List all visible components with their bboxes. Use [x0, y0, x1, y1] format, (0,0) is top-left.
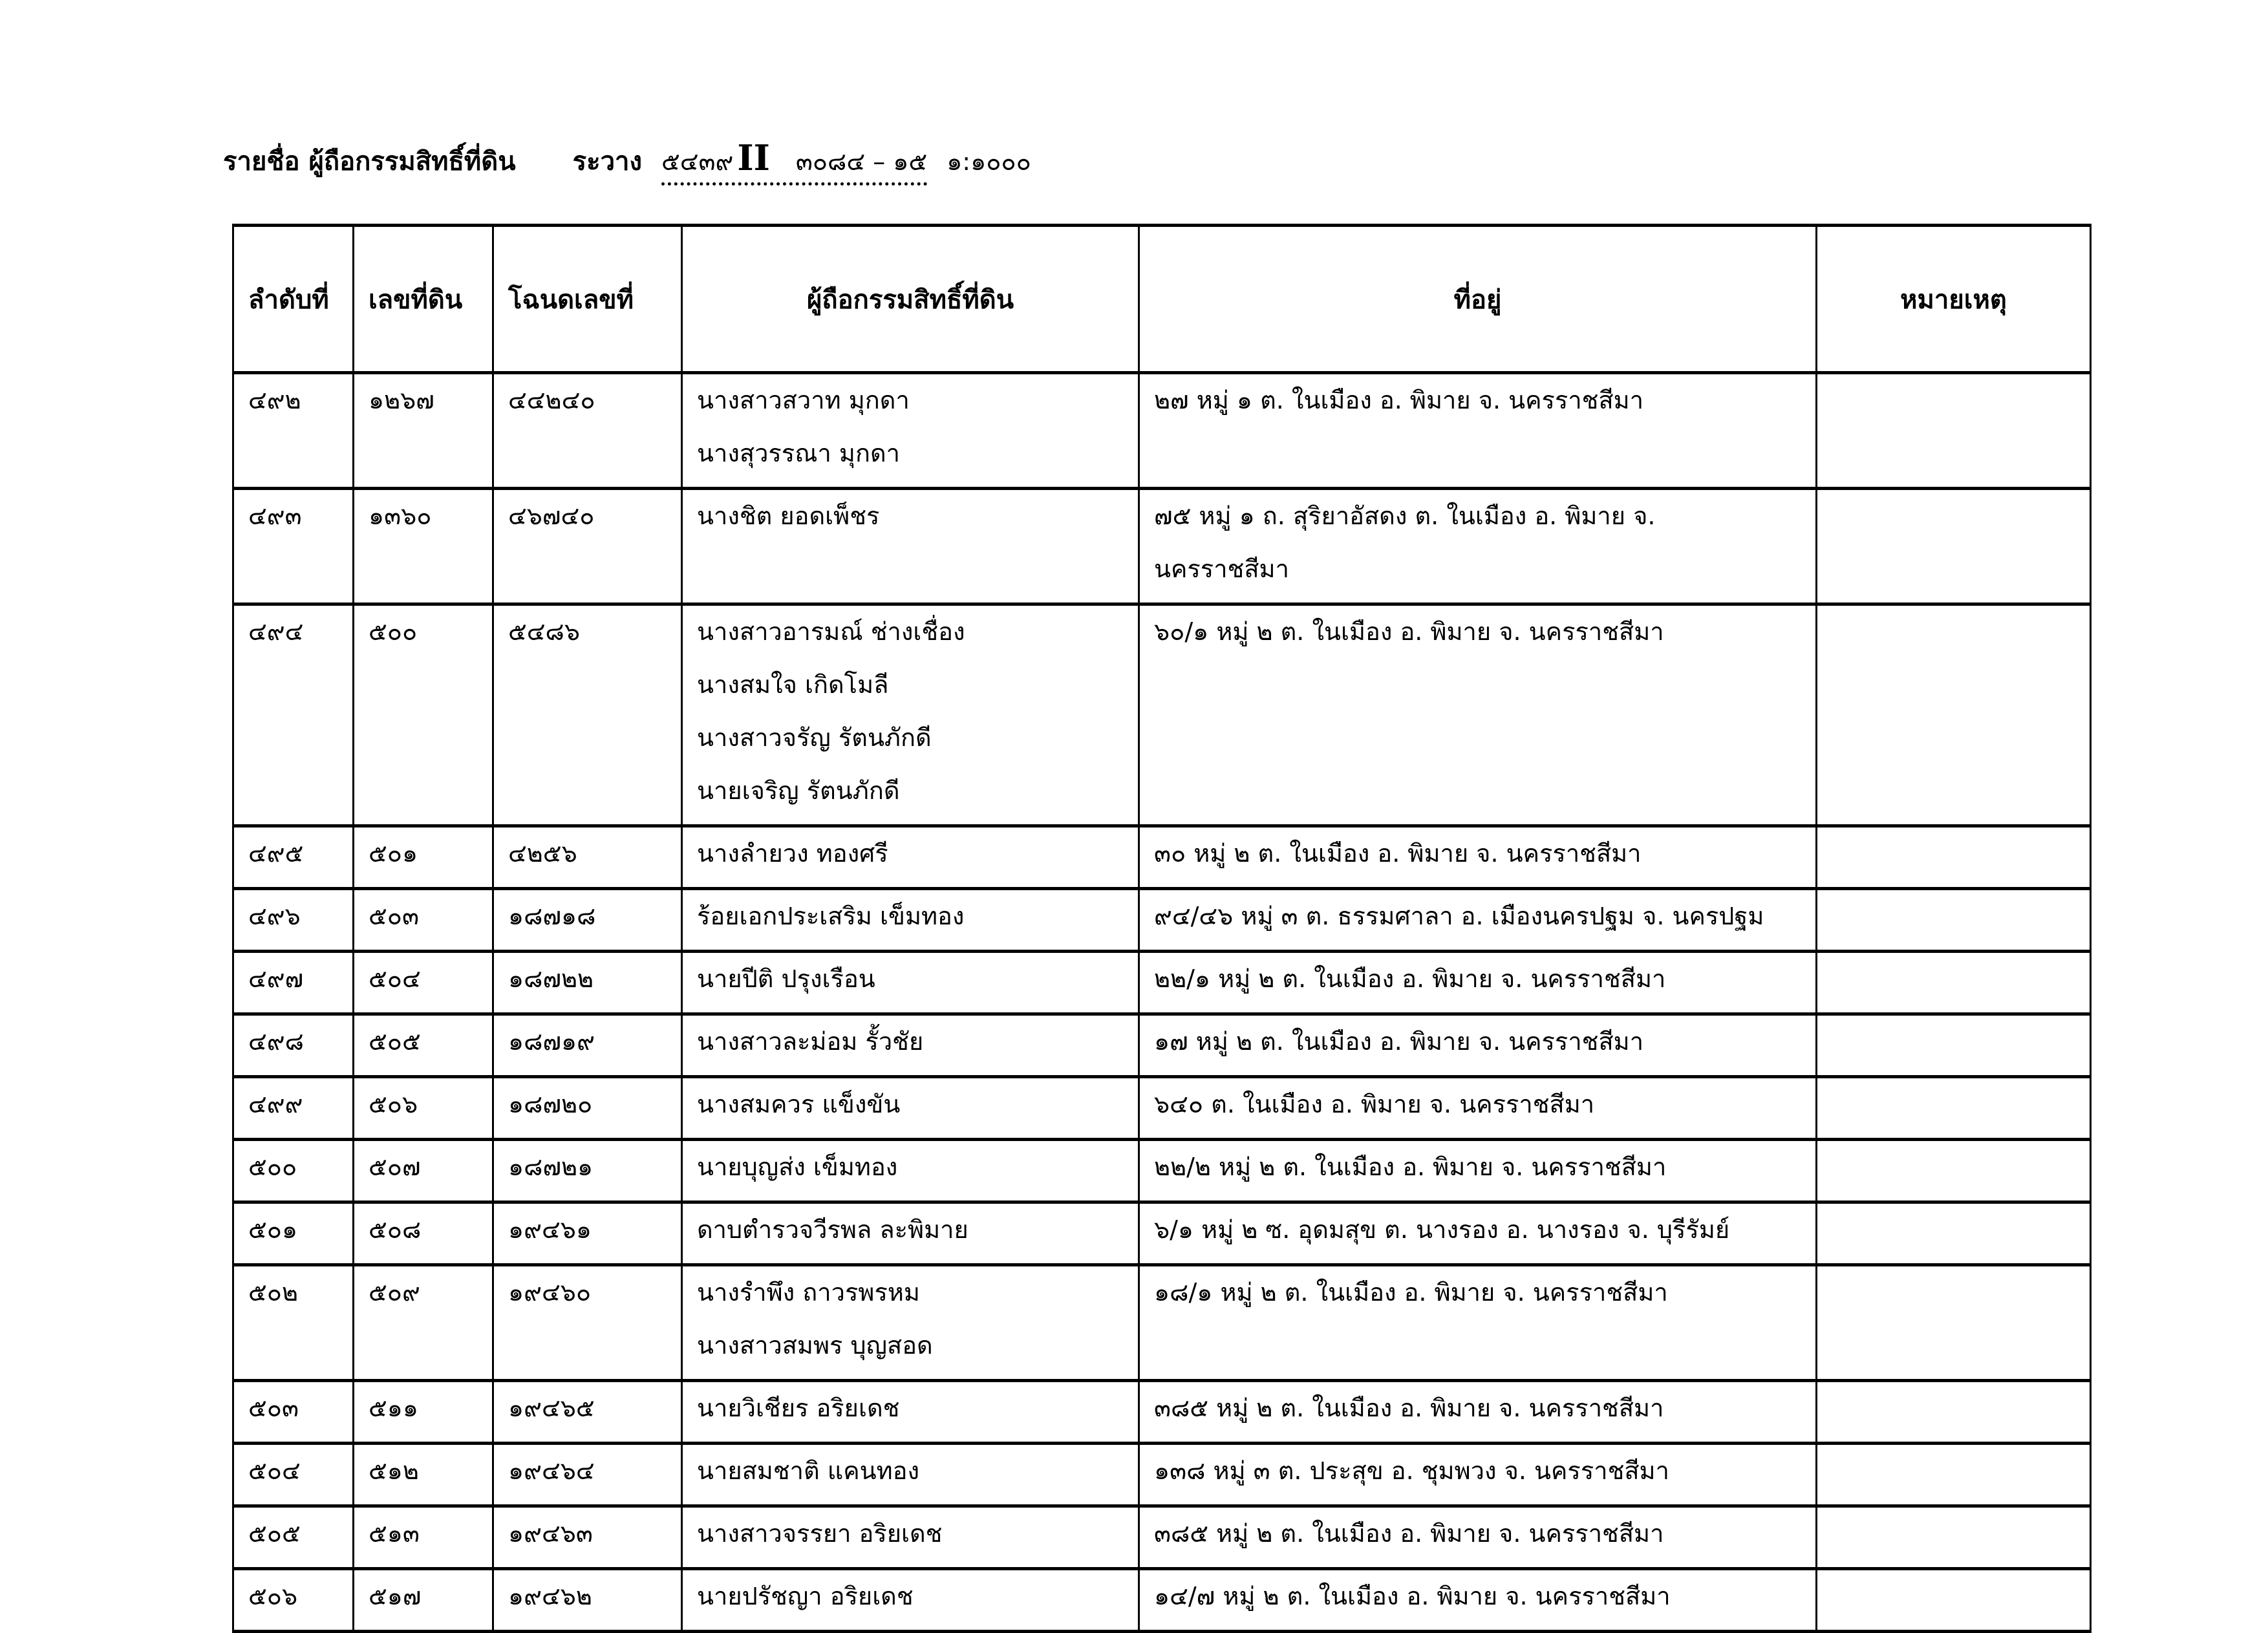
cell-deed-value: ๔๖๗๔๐ — [508, 502, 595, 530]
cell-parcel-value: ๕๐๓ — [369, 902, 419, 930]
cell-remark-value — [1832, 897, 2090, 950]
cell-owners — [682, 952, 1139, 1014]
cell-seq — [233, 889, 354, 952]
header-owner: ผู้ถือกรรมสิทธิ์ที่ดิน — [682, 226, 1139, 373]
cell-owners — [682, 1265, 1139, 1381]
cell-owners-line: นายสมชาติ แคนทอง — [697, 1457, 920, 1485]
cell-remark-value — [1832, 1514, 2090, 1567]
cell-parcel-value: ๕๑๒ — [369, 1457, 419, 1485]
cell-owners-line: นางสาวสวาท มุกดา — [697, 386, 910, 414]
cell-parcel — [354, 1444, 493, 1506]
cell-parcel — [354, 826, 493, 889]
cell-remark-value — [1832, 496, 2090, 550]
cell-remark — [1817, 373, 2091, 489]
cell-seq-value: ๕๐๒ — [248, 1278, 299, 1307]
map-scale: ๑:๑๐๐๐ — [947, 147, 1031, 176]
cell-parcel — [354, 1506, 493, 1569]
cell-deed — [493, 1506, 682, 1569]
landowner-table — [232, 224, 2091, 1633]
cell-parcel-value: ๑๒๖๗ — [369, 386, 434, 414]
cell-address-line: ๑๘/๑ หมู่ ๒ ต. ในเมือง อ. พิมาย จ. นครราชสีมา — [1154, 1278, 1668, 1307]
cell-owners — [682, 1506, 1139, 1569]
cell-remark-value — [1832, 1147, 2090, 1201]
cell-owners — [682, 1569, 1139, 1632]
cell-address-line: ๖๐/๑ หมู่ ๒ ต. ในเมือง อ. พิมาย จ. นครราชสีมา — [1154, 617, 1664, 646]
cell-owners-line: นายปรัชญา อริยเดช — [697, 1582, 914, 1610]
cell-parcel-value: ๕๐๐ — [369, 617, 418, 646]
cell-seq — [233, 1202, 354, 1265]
cell-remark — [1817, 1506, 2091, 1569]
cell-address — [1139, 889, 1817, 952]
cell-address — [1139, 1381, 1817, 1444]
cell-owners-line: นางสาวละม่อม รั้วชัย — [697, 1027, 924, 1056]
cell-owners-line: นายวิเชียร อริยเดช — [697, 1394, 900, 1422]
title-label: รายชื่อ ผู้ถือกรรมสิทธิ์ที่ดิน — [223, 147, 516, 176]
table-row — [233, 1265, 2091, 1381]
cell-parcel-value: ๕๑๑ — [369, 1394, 419, 1422]
cell-parcel-value: ๕๐๑ — [369, 839, 418, 868]
cell-seq — [233, 1381, 354, 1444]
cell-owners-line: นางสุวรรณา มุกดา — [697, 439, 900, 467]
cell-parcel — [354, 1569, 493, 1632]
cell-owners — [682, 826, 1139, 889]
cell-deed-value: ๑๙๔๖๑ — [508, 1215, 592, 1244]
table-row — [233, 1202, 2091, 1265]
cell-address — [1139, 952, 1817, 1014]
cell-seq — [233, 489, 354, 604]
cell-remark — [1817, 1381, 2091, 1444]
cell-seq — [233, 826, 354, 889]
cell-owners-line: นางลำยวง ทองศรี — [697, 839, 888, 868]
cell-deed-value: ๑๘๗๑๘ — [508, 902, 596, 930]
cell-seq — [233, 373, 354, 489]
cell-address — [1139, 826, 1817, 889]
cell-seq — [233, 952, 354, 1014]
cell-deed-value: ๑๙๔๖๐ — [508, 1278, 592, 1307]
cell-address — [1139, 1265, 1817, 1381]
cell-address — [1139, 373, 1817, 489]
cell-owners — [682, 489, 1139, 604]
cell-owners — [682, 1202, 1139, 1265]
cell-address — [1139, 1506, 1817, 1569]
table-row — [233, 604, 2091, 826]
header-row — [233, 226, 2091, 373]
cell-owners-line: นายบุญส่ง เข็มทอง — [697, 1153, 898, 1181]
cell-address-line: นครราชสีมา — [1154, 555, 1289, 583]
cell-address-line: ๑๓๘ หมู่ ๓ ต. ประสุข อ. ชุมพวง จ. นครราชสีมา — [1154, 1457, 1669, 1485]
cell-owners — [682, 889, 1139, 952]
table-row — [233, 1506, 2091, 1569]
table-row — [233, 1077, 2091, 1140]
cell-owners-line: นางสมควร แข็งขัน — [697, 1090, 901, 1118]
table-row — [233, 889, 2091, 952]
cell-address-line: ๑๔/๗ หมู่ ๒ ต. ในเมือง อ. พิมาย จ. นครราชสีมา — [1154, 1582, 1671, 1610]
document-title — [223, 137, 1031, 176]
table-row — [233, 1014, 2091, 1077]
cell-seq-value: ๔๙๘ — [248, 1027, 304, 1056]
cell-remark — [1817, 489, 2091, 604]
cell-remark — [1817, 1265, 2091, 1381]
cell-remark-value — [1832, 1451, 2090, 1504]
cell-parcel-value: ๕๐๔ — [369, 965, 421, 993]
cell-parcel — [354, 373, 493, 489]
cell-seq-value: ๔๙๙ — [248, 1090, 303, 1118]
table-row — [233, 1569, 2091, 1632]
cell-address-line: ๑๗ หมู่ ๒ ต. ในเมือง อ. พิมาย จ. นครราชสีมา — [1154, 1027, 1644, 1056]
cell-owners — [682, 373, 1139, 489]
cell-seq-value: ๔๙๒ — [248, 386, 301, 414]
cell-parcel-value: ๕๑๓ — [369, 1519, 420, 1548]
cell-deed — [493, 826, 682, 889]
cell-seq-value: ๕๐๕ — [248, 1519, 301, 1548]
cell-seq — [233, 1506, 354, 1569]
cell-owners-line: ร้อยเอกประเสริม เข็มทอง — [697, 902, 965, 930]
cell-owners-line: นางสาวอารมณ์ ช่างเชื่อง — [697, 617, 965, 646]
header-seq: ลำดับที่ — [233, 226, 354, 373]
cell-address — [1139, 1077, 1817, 1140]
cell-parcel-value: ๕๐๘ — [369, 1215, 422, 1244]
cell-deed — [493, 489, 682, 604]
cell-owners — [682, 1077, 1139, 1140]
cell-remark — [1817, 889, 2091, 952]
cell-owners — [682, 1381, 1139, 1444]
table-row — [233, 489, 2091, 604]
table-body — [233, 373, 2091, 1632]
cell-parcel — [354, 489, 493, 604]
cell-seq — [233, 1077, 354, 1140]
sheet-number-b: ๓๐๘๔ – ๑๕ — [795, 147, 928, 176]
cell-parcel — [354, 1265, 493, 1381]
header-parcel: เลขที่ดิน — [354, 226, 493, 373]
cell-seq-value: ๔๙๗ — [248, 965, 304, 993]
cell-owners-line: ดาบตำรวจวีรพล ละพิมาย — [697, 1215, 968, 1244]
cell-deed — [493, 1077, 682, 1140]
cell-deed-value: ๕๔๘๖ — [508, 617, 580, 646]
cell-seq-value: ๔๙๕ — [248, 839, 304, 868]
table-row — [233, 373, 2091, 489]
cell-remark — [1817, 952, 2091, 1014]
cell-address-line: ๖/๑ หมู่ ๒ ซ. อุดมสุข ต. นางรอง อ. นางรอง จ. บุรีรัมย์ — [1154, 1215, 1730, 1244]
sheet-roman: II — [737, 137, 770, 178]
sheet-number — [661, 137, 927, 186]
cell-address-line: ๗๕ หมู่ ๑ ถ. สุริยาอัสดง ต. ในเมือง อ. พิมาย จ. — [1154, 502, 1656, 530]
cell-seq-value: ๔๙๓ — [248, 502, 302, 530]
cell-seq — [233, 1140, 354, 1202]
cell-address-line: ๒๒/๑ หมู่ ๒ ต. ในเมือง อ. พิมาย จ. นครราชสีมา — [1154, 965, 1666, 993]
cell-remark-value — [1832, 1210, 2090, 1263]
cell-parcel — [354, 1202, 493, 1265]
cell-deed — [493, 1140, 682, 1202]
cell-deed-value: ๑๘๗๒๒ — [508, 965, 594, 993]
cell-address-line: ๒๗ หมู่ ๑ ต. ในเมือง อ. พิมาย จ. นครราชสีมา — [1154, 386, 1644, 414]
cell-parcel-value: ๕๑๗ — [369, 1582, 422, 1610]
cell-address-line: ๖๔๐ ต. ในเมือง อ. พิมาย จ. นครราชสีมา — [1154, 1090, 1595, 1118]
cell-remark-value — [1832, 612, 2090, 665]
cell-remark — [1817, 1202, 2091, 1265]
cell-deed-value: ๑๘๗๑๙ — [508, 1027, 595, 1056]
cell-remark-value — [1832, 1577, 2090, 1630]
cell-owners-line: นางสาวสมพร บุญสอด — [697, 1331, 933, 1360]
cell-remark — [1817, 1140, 2091, 1202]
cell-remark-value — [1832, 834, 2090, 887]
cell-parcel — [354, 952, 493, 1014]
cell-deed — [493, 1014, 682, 1077]
cell-seq-value: ๕๐๔ — [248, 1457, 301, 1485]
cell-address — [1139, 604, 1817, 826]
table-row — [233, 952, 2091, 1014]
cell-deed — [493, 373, 682, 489]
cell-deed — [493, 1569, 682, 1632]
cell-remark — [1817, 1014, 2091, 1077]
cell-seq-value: ๔๙๔ — [248, 617, 304, 646]
cell-seq-value: ๕๐๖ — [248, 1582, 298, 1610]
header-remark: หมายเหตุ — [1817, 226, 2091, 373]
cell-owners-line: นายเจริญ รัตนภักดี — [697, 776, 900, 805]
cell-owners — [682, 604, 1139, 826]
table-row — [233, 1381, 2091, 1444]
cell-deed — [493, 604, 682, 826]
cell-remark — [1817, 826, 2091, 889]
cell-deed-value: ๔๔๒๔๐ — [508, 386, 595, 414]
cell-seq — [233, 1265, 354, 1381]
cell-parcel — [354, 1014, 493, 1077]
cell-owners-line: นางชิต ยอดเพ็ชร — [697, 502, 880, 530]
cell-deed — [493, 889, 682, 952]
cell-remark — [1817, 1077, 2091, 1140]
table-row — [233, 1444, 2091, 1506]
cell-owners-line: นางสมใจ เกิดโมลี — [697, 670, 889, 699]
header-deed: โฉนดเลขที่ — [493, 226, 682, 373]
cell-address — [1139, 1444, 1817, 1506]
cell-seq-value: ๕๐๐ — [248, 1153, 297, 1181]
cell-deed — [493, 1265, 682, 1381]
cell-remark — [1817, 1569, 2091, 1632]
cell-address — [1139, 1014, 1817, 1077]
cell-deed — [493, 1444, 682, 1506]
cell-deed-value: ๑๘๗๒๐ — [508, 1090, 593, 1118]
cell-parcel-value: ๕๐๗ — [369, 1153, 421, 1181]
cell-remark-value — [1832, 1085, 2090, 1138]
cell-address — [1139, 1140, 1817, 1202]
cell-remark-value — [1832, 1389, 2090, 1442]
cell-deed — [493, 952, 682, 1014]
sheet-number-a: ๕๔๓๙ — [661, 147, 734, 176]
cell-owners-line: นางสาวจรัญ รัตนภักดี — [697, 723, 932, 752]
cell-deed — [493, 1202, 682, 1265]
cell-seq-value: ๕๐๓ — [248, 1394, 299, 1422]
cell-remark-value — [1832, 959, 2090, 1012]
cell-parcel — [354, 1077, 493, 1140]
cell-parcel-value: ๑๓๖๐ — [369, 502, 432, 530]
cell-parcel — [354, 1140, 493, 1202]
cell-deed-value: ๑๙๔๖๓ — [508, 1519, 593, 1548]
cell-parcel — [354, 1381, 493, 1444]
cell-address-line: ๙๔/๔๖ หมู่ ๓ ต. ธรรมศาลา อ. เมืองนครปฐม จ. นครปฐม — [1154, 902, 1764, 930]
cell-address-line: ๒๒/๒ หมู่ ๒ ต. ในเมือง อ. พิมาย จ. นครราชสีมา — [1154, 1153, 1667, 1181]
table-row — [233, 1140, 2091, 1202]
cell-deed-value: ๑๘๗๒๑ — [508, 1153, 594, 1181]
cell-deed-value: ๑๙๔๖๒ — [508, 1582, 592, 1610]
cell-deed-value: ๑๙๔๖๕ — [508, 1394, 595, 1422]
cell-deed — [493, 1381, 682, 1444]
cell-address-line: ๓๘๕ หมู่ ๒ ต. ในเมือง อ. พิมาย จ. นครราชสีมา — [1154, 1394, 1664, 1422]
cell-address-line: ๓๘๕ หมู่ ๒ ต. ในเมือง อ. พิมาย จ. นครราชสีมา — [1154, 1519, 1664, 1548]
cell-remark — [1817, 1444, 2091, 1506]
cell-address — [1139, 1569, 1817, 1632]
cell-deed-value: ๑๙๔๖๔ — [508, 1457, 595, 1485]
cell-remark-value — [1832, 1273, 2090, 1326]
cell-parcel-value: ๕๐๖ — [369, 1090, 418, 1118]
cell-remark — [1817, 604, 2091, 826]
cell-seq — [233, 1014, 354, 1077]
cell-parcel — [354, 604, 493, 826]
cell-owners-line: นายปีติ ปรุงเรือน — [697, 965, 875, 993]
cell-parcel-value: ๕๐๙ — [369, 1278, 420, 1307]
cell-owners — [682, 1444, 1139, 1506]
cell-seq — [233, 1569, 354, 1632]
table-row — [233, 826, 2091, 889]
cell-owners-line: นางสาวจรรยา อริยเดช — [697, 1519, 943, 1548]
header-address: ที่อยู่ — [1139, 226, 1817, 373]
cell-remark-value — [1832, 1022, 2090, 1075]
cell-address — [1139, 1202, 1817, 1265]
sheet-label: ระวาง — [572, 147, 643, 176]
cell-seq — [233, 1444, 354, 1506]
cell-address-line: ๓๐ หมู่ ๒ ต. ในเมือง อ. พิมาย จ. นครราชสีมา — [1154, 839, 1642, 868]
cell-seq-value: ๕๐๑ — [248, 1215, 298, 1244]
cell-parcel — [354, 889, 493, 952]
cell-parcel-value: ๕๐๕ — [369, 1027, 421, 1056]
cell-deed-value: ๔๒๕๖ — [508, 839, 577, 868]
cell-seq — [233, 604, 354, 826]
cell-owners — [682, 1140, 1139, 1202]
cell-owners — [682, 1014, 1139, 1077]
cell-address — [1139, 489, 1817, 604]
cell-seq-value: ๔๙๖ — [248, 902, 301, 930]
cell-owners-line: นางรำพึง ถาวรพรหม — [697, 1278, 920, 1307]
cell-remark-value — [1832, 381, 2090, 434]
